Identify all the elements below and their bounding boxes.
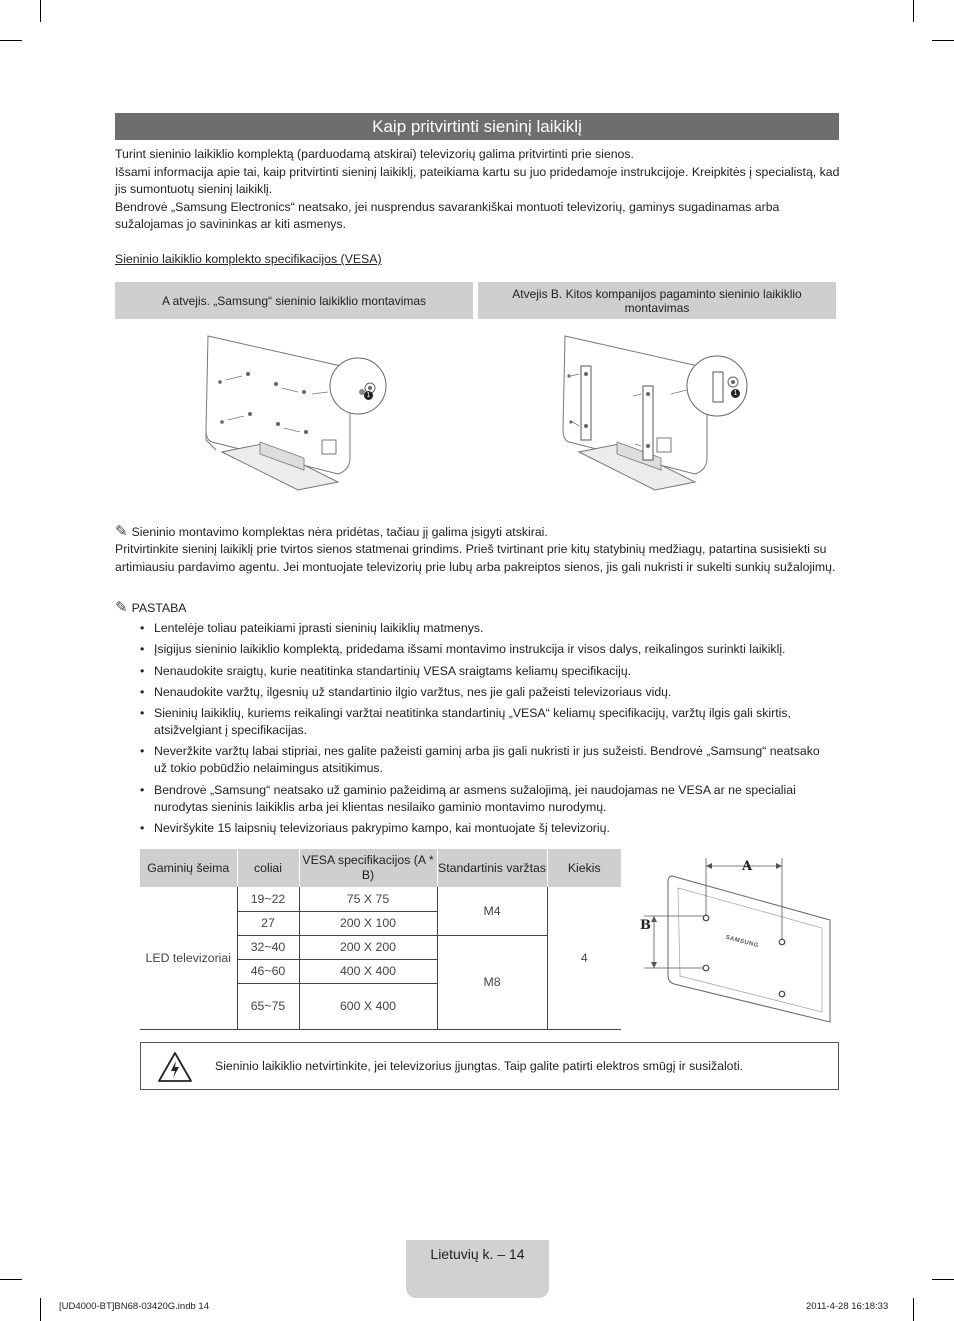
table-cell-family: LED televizoriai bbox=[140, 887, 237, 1029]
note-text: Sieninio montavimo komplektas nėra pridėtas, tačiau jį galima įsigyti atskirai. bbox=[131, 525, 548, 539]
crop-mark bbox=[913, 0, 914, 22]
intro-text bbox=[115, 146, 840, 234]
intro-paragraph: Turint sieninio laikiklio komplektą (parduodamą atskirai) televizorių galima pritvirtinti prie sienos. bbox=[115, 147, 634, 161]
table-cell-quantity: 4 bbox=[547, 887, 621, 1029]
table-cell-screw: M4 bbox=[437, 887, 547, 935]
list-item: • Neviršykite 15 laipsnių televizoriaus pakrypimo kampo, kai montuojate šį televizorių. bbox=[140, 820, 830, 837]
table-header: Gaminių šeima bbox=[140, 849, 237, 887]
list-item: • Nenaudokite varžtų, ilgesnių už standartinio ilgio varžtus, nes jie gali pažeisti televizoriaus vidų. bbox=[140, 684, 830, 701]
install-paragraph: Pritvirtinkite sieninį laikiklį prie tvirtos sienos statmenai grindims. Prieš tvirtinant prie kitų statybinių medžiagų, patartina susisiekti su artimiausiu pardavimo agentu. Jei montuojate televizorių prie lubų arba pakreiptos sienos, jis gali nukristi ir sukelti sunkių sužalojimų. bbox=[115, 542, 836, 574]
list-item: • Sieninių laikiklių, kuriems reikalingi varžtai neatitinka standartinių „VESA“ keliamų specifikacijų, varžtų ilgis gali skirtis, atsižvelgiant į specifikacijas. bbox=[140, 705, 830, 739]
callout-number: 1 bbox=[731, 389, 740, 398]
warning-text: Sieninio laikiklio netvirtinkite, jei televizorius įjungtas. Taip galite patirti elektros smūgį ir susižaloti. bbox=[215, 1059, 744, 1073]
page-number: Lietuvių k. – 14 bbox=[430, 1246, 525, 1262]
list-item: • Bendrovė „Samsung“ neatsako už gaminio pažeidimą ar asmens sužalojimą, jei naudojamas ne VESA ar ne specialiai nurodytas sieninis laikiklis arba jei klientas nesilaiko gaminio montavimo nurodymų. bbox=[140, 782, 830, 816]
page-number-tab bbox=[406, 1240, 549, 1298]
crop-mark bbox=[932, 40, 954, 41]
table-cell: 200 X 100 bbox=[299, 911, 437, 935]
note-heading bbox=[115, 598, 186, 616]
callout-number: 1 bbox=[364, 391, 373, 400]
table-cell: 75 X 75 bbox=[299, 887, 437, 911]
table-cell: 200 X 200 bbox=[299, 935, 437, 959]
list-item: • Nenaudokite sraigtų, kurie neatitinka standartinių VESA sraigtams keliamų specifikacijų. bbox=[140, 663, 830, 680]
table-cell: 27 bbox=[237, 911, 299, 935]
page-title: Kaip pritvirtinti sieninį laikiklį bbox=[115, 113, 839, 140]
print-timestamp: 2011-4-28 16:18:33 bbox=[806, 1301, 889, 1312]
crop-mark bbox=[913, 1298, 914, 1321]
warning-box bbox=[140, 1042, 839, 1090]
dimension-label-b: B bbox=[640, 918, 651, 933]
case-b-label: Atvejis B. Kitos kompanijos pagaminto sieninio laikiklio montavimas bbox=[478, 282, 836, 319]
list-item: • Įsigijus sieninio laikiklio komplektą, pridedama išsami montavimo instrukcija ir visos dalys, reikalingos surinkti laikiklį. bbox=[140, 641, 830, 658]
vesa-heading: Sieninio laikiklio komplekto specifikacijos (VESA) bbox=[115, 252, 382, 266]
table-cell: 19~22 bbox=[237, 887, 299, 911]
tv-rear-other-mount-illustration bbox=[557, 330, 757, 495]
electric-shock-warning-icon bbox=[157, 1051, 193, 1083]
note-label: PASTABA bbox=[131, 601, 187, 615]
crop-mark bbox=[40, 1298, 41, 1321]
crop-mark bbox=[0, 1279, 22, 1280]
table-cell: 46~60 bbox=[237, 959, 299, 983]
table-cell: 400 X 400 bbox=[299, 959, 437, 983]
tv-brand-logo: SAMSUNG bbox=[724, 934, 760, 950]
table-cell: 600 X 400 bbox=[299, 983, 437, 1029]
table-cell: 32~40 bbox=[237, 935, 299, 959]
pencil-note-icon: ✎ bbox=[115, 598, 128, 616]
crop-mark bbox=[40, 0, 41, 22]
tv-rear-samsung-mount-illustration bbox=[200, 330, 390, 495]
list-item: • Lentelėje toliau pateikiami įprasti sieninių laikiklių matmenys. bbox=[140, 620, 830, 637]
vesa-spec-table bbox=[140, 849, 621, 1030]
intro-paragraph: Išsami informacija apie tai, kaip pritvirtinti sieninį laikiklį, pateikiama kartu su juo pridedamoje instrukcijoje. Kreipkitės į specialistą, kad jis sumontuotų sieninį laikiklį. bbox=[115, 164, 840, 196]
pencil-note-icon: ✎ bbox=[115, 522, 128, 540]
intro-paragraph: Bendrovė „Samsung Electronics“ neatsako, jei nusprendus savarankiškai montuoti televizorių, gaminys sugadinamas arba sužalojamas jo savininkas ar kiti asmenys. bbox=[115, 199, 780, 231]
table-row bbox=[140, 887, 621, 911]
notes-list bbox=[140, 620, 830, 841]
list-item: • Neveržkite varžtų labai stipriai, nes galite pažeisti gaminį arba jis gali nukristi ir jus sužeisti. Bendrovė „Samsung“ neatsako už tokio pobūdžio nelaimingus atsitikimus. bbox=[140, 743, 830, 777]
case-a-label: A atvejis. „Samsung“ sieninio laikiklio montavimas bbox=[115, 282, 473, 319]
dimension-label-a: A bbox=[742, 859, 753, 874]
table-header: VESA specifikacijos (A * B) bbox=[299, 849, 437, 887]
note-line bbox=[115, 522, 548, 540]
crop-mark bbox=[0, 40, 22, 41]
table-header: Kiekis bbox=[547, 849, 621, 887]
crop-mark bbox=[932, 1279, 954, 1280]
table-header: coliai bbox=[237, 849, 299, 887]
print-file-info: [UD4000-BT]BN68-03420G.indb 14 bbox=[59, 1301, 209, 1312]
table-cell-screw: M8 bbox=[437, 935, 547, 1029]
table-cell: 65~75 bbox=[237, 983, 299, 1029]
table-header: Standartinis varžtas bbox=[437, 849, 547, 887]
